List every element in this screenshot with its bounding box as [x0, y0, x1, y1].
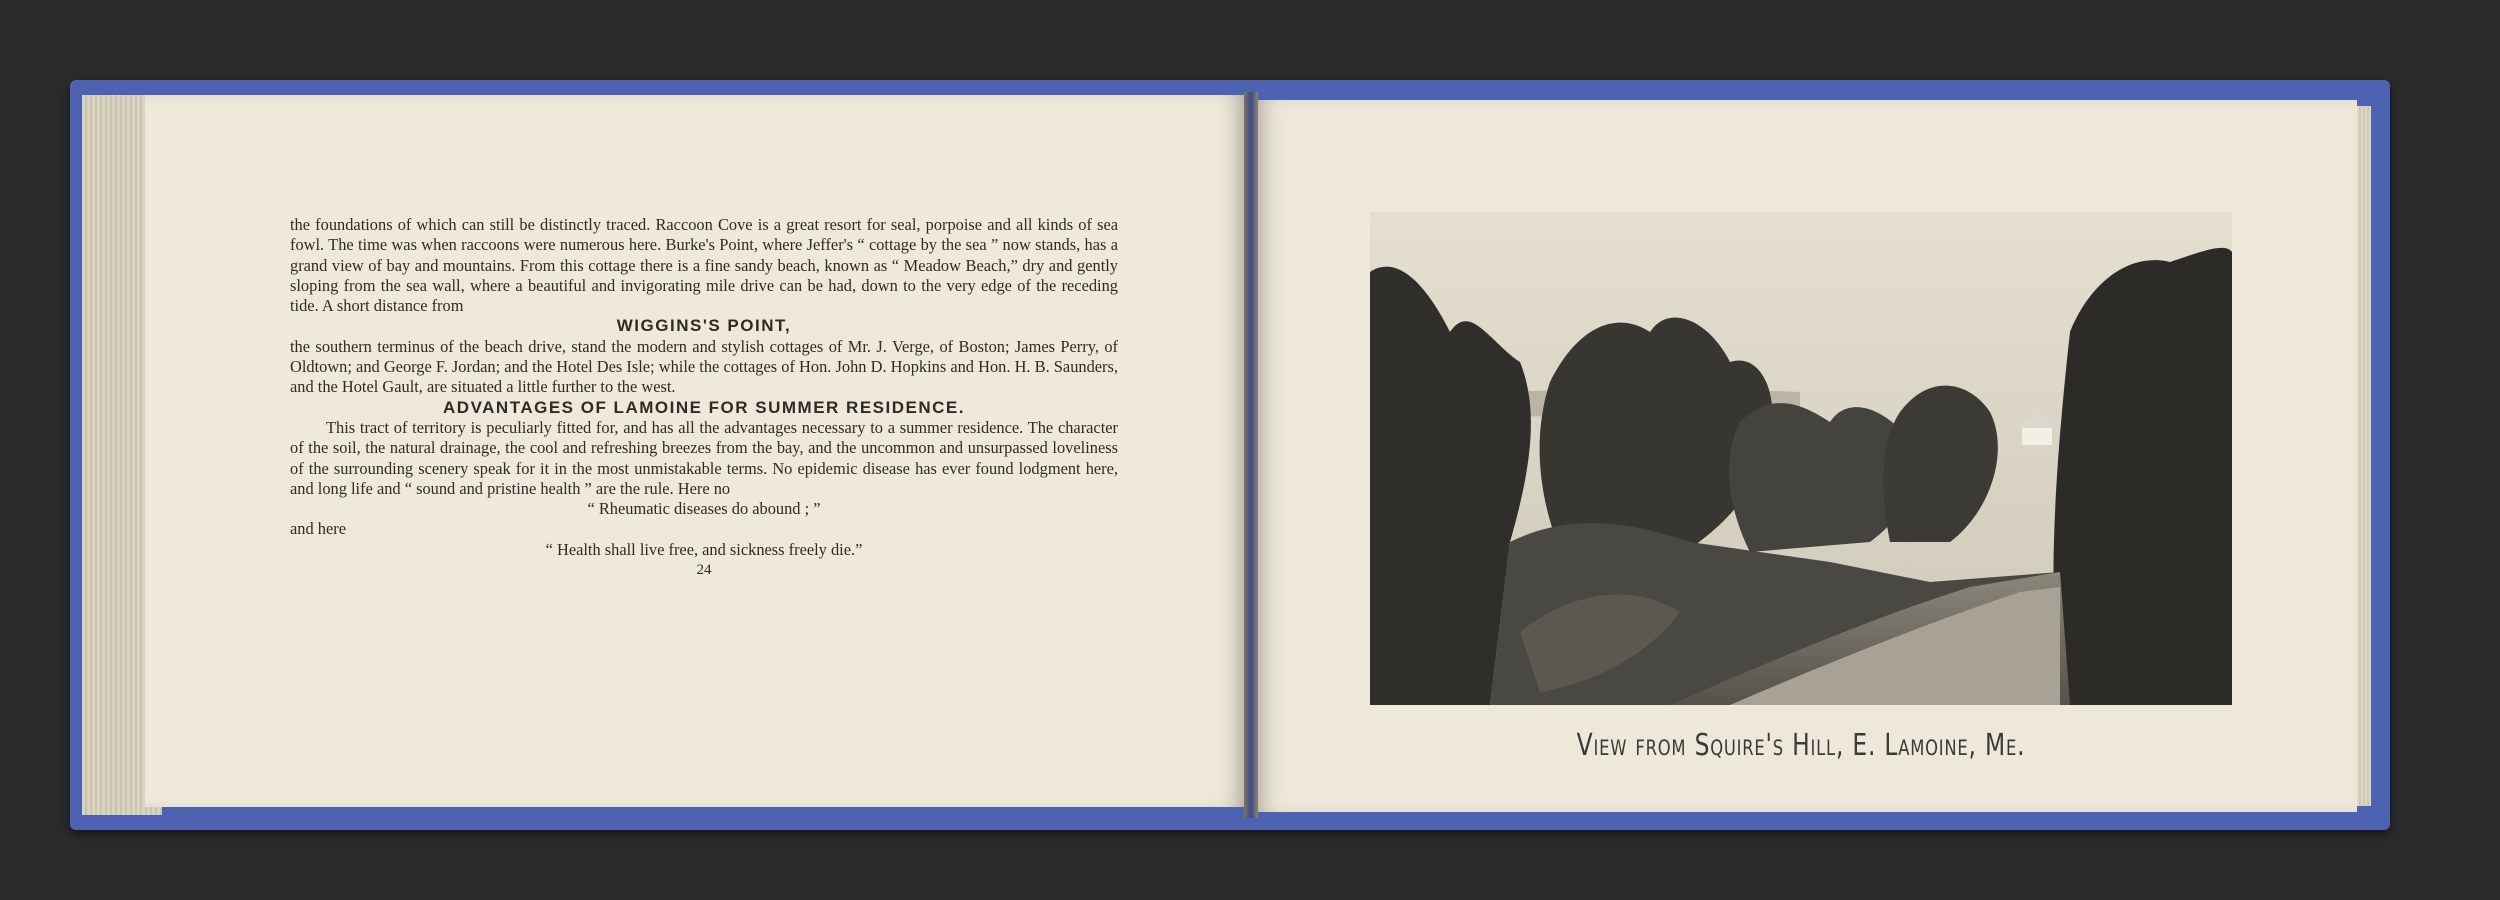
quote-health: “ Health shall live free, and sickness freely die.”	[545, 539, 863, 559]
intro-paragraph: the foundations of which can still be distinctly traced. Raccoon Cove is a great resort for seal, porpoise and all kinds of sea fowl. The time was when raccoons were numerous here. Burke's Point, where Jeffer's “ cottage by the sea ” now stands, has a grand view of bay and mountains. From this cottage there is a fine sandy beach, known as “ Meadow Beach,” dry and gently sloping from the sea wall, where a beautiful and invigorating mile drive can be had, down to the very edge of the receding tide. A short distance from	[290, 215, 1118, 316]
book-gutter	[1244, 92, 1258, 818]
connector-text: and here	[290, 519, 346, 539]
paragraph-advantages: This tract of territory is peculiarly fitted for, and has all the advantages necessary to a summer residence. The character of the soil, the natural drainage, the cool and refreshing breezes from the bay, and the uncommon and unsurpassed loveliness of the surrounding scenery speak for it in the most unmistakable terms. No epidemic disease has ever found lodgment here, and long life and “ sound and pristine health ” are the rule. Here no	[290, 417, 1118, 498]
photo-caption: View from Squire's Hill, E. Lamoine, Me.	[1576, 728, 2026, 763]
right-page-edge	[2357, 106, 2371, 806]
heading-wiggins-point: WIGGINS'S POINT,	[616, 316, 792, 336]
landscape-photo-image	[1370, 212, 2232, 705]
heading-advantages: ADVANTAGES OF LAMOINE FOR SUMMER RESIDENCE.	[443, 397, 965, 417]
quote-rheumatic: “ Rheumatic diseases do abound ; ”	[587, 499, 821, 519]
page-number: 24	[696, 562, 712, 579]
left-page-text	[290, 215, 1118, 580]
landscape-photograph	[1370, 212, 2232, 705]
paragraph-wiggins: the southern terminus of the beach drive, stand the modern and stylish cottages of Mr. J. Verge, of Boston; James Perry, of Oldtown; and George F. Jordan; and the Hotel Des Isle; while the cottages of Hon. John D. Hopkins and Hon. H. B. Saunders, and the Hotel Gault, are situated a little further to the west.	[290, 336, 1118, 397]
